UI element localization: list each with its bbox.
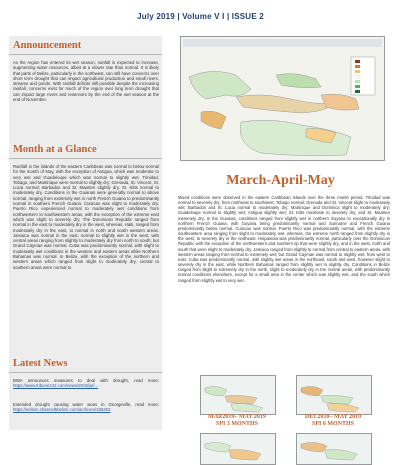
small-map-graphic — [297, 376, 371, 414]
spi-map-6-months — [296, 375, 372, 415]
spi-map-3-months — [200, 375, 276, 415]
caption-3-months-label: SPI 3 MONTHS — [215, 421, 258, 427]
announcement-heading — [9, 40, 162, 55]
month-title: Month at a Glance — [13, 144, 97, 155]
spi-map-bottom-right — [296, 433, 372, 465]
issue-line: July 2019 | Volume V I | ISSUE 2 — [137, 12, 264, 21]
announcement-text: As the region has entered its wet season, rainfall is expected to increase, augmenting water resources, albeit at a slower rate than normal. It is likely that parts of Belize, particularly in the northwest, can still have concerns over short term drought that can impact agricultural production and small rivers, streams and ponds. With rainfall deficits still possible despite the increasing rainfall, concerns exist for much of the region over long term drought that can impact large rivers and reservoirs by the end of the wet season at the end of November. — [13, 60, 159, 103]
caption-6-months — [288, 414, 378, 428]
caption-6-months-label: SPI 6 MONTHS — [311, 421, 354, 427]
main-text: Mixed conditions were observed in the eastern Caribbean islands over the three month period. Trinidad was normal to severely dry, from northeast to southwest; Tobago normal; Grenada and St. Vincent slight to moderately wet; Barbados and St. Lucia normal to moderately dry; Martinique and Dominica slight to moderately dry; Guadeloupe normal to slightly wet; Antigua slightly wet; St. Kitts moderate to severely dry, and St. Maarten extremely dry. In the Guianas, conditions ranged from slightly wet in northern Guyana to exceptionally dry in northern French Guiana, with Guyana being predominantly normal and Suriname and French Guiana predominantly below normal. Curacao was normal. Puerto Rico was predominantly normal, with the extreme southeastern area ranging from slight to moderately wet, whereas, the extreme north ranged from slightly dry in the west, to severely dry in the northeast. Hispaniola was predominantly normal, particularly over the Dominican Republic with the exception of the northwestern and southern tip that were slightly dry, and in the west, north and south that were slight to moderately dry. Jamaica ranged from slightly to normal from central to eastern areas, with western areas ranging from normal to extremely wet; but Grand Cayman was normal to slightly wet, from west to east. Cuba was predominantly normal, with slightly wet areas in the northeast, south and west, however slight to severely dry in the east, while Northern Bahamas ranged from slightly wet to slightly dry. Conditions in Belize ranged from slight to extremely dry in the north, slight to moderately dry in the central areas, with predominantly normal conditions elsewhere, except for a small area in the center which was slightly wet, and the south which ranged from slightly wet to very wet. — [178, 195, 390, 283]
caption-3-months — [192, 414, 282, 428]
month-text: Rainfall in the islands of the eastern Caribbean was normal to below normal for the month of May, with the exception of Antigua, which was moderate to very wet and Guadeloupe which was normal to slightly wet. Trinidad, Tobago, and Martinique were normal to slightly dry; Grenada, St. Vincent, St. Lucia normal; Barbados and St. Maarten slightly dry. St. Kitts normal to moderately dry. Conditions in the Guianas were generally normal to above normal, ranging from extremely wet in north French Guiana to predominantly normal in southern French Guiana. Curacao was slight to moderately dry. Puerto Rico experienced normal to moderately wet conditions from northwestern to southwestern areas, with the exception of the extreme east which was slight to severely dry. The Dominican Republic ranged from normal in the east to moderately dry in the west, whereas, Haiti, ranged from moderately dry in the east, to normal in north and south western areas. Jamaica was normal in the east, normal to slightly wet in the west, with central areas ranging from slightly to moderately dry from north to south; but Grand Cayman was normal. Cuba was predominantly normal, with slight to moderately wet conditions in the western and eastern areas while Northern Bahamas was normal. In Belize, with the exception of the northern and western areas which ranged from slight to moderately dry, central to southern areas were normal to — [13, 164, 159, 270]
news-item-2-link[interactable]: https://edition.channel5belize.com/archives/186253 — [13, 407, 111, 413]
news-title: Latest News — [13, 358, 68, 369]
news-item-1-text: BWA announces measures to deal with drought, read more: — [13, 378, 159, 383]
month-heading — [9, 144, 162, 159]
spi-map-main — [180, 36, 385, 161]
main-title: March-April-May — [226, 173, 335, 188]
news-heading — [9, 358, 162, 373]
small-map-graphic — [201, 376, 275, 414]
small-map-graphic — [201, 434, 275, 464]
spi-map-bottom-left — [200, 433, 276, 465]
news-item-1-link[interactable]: https://www.tribune242.com/news/2019/jul/... — [13, 383, 99, 389]
news-item-2-text: Extended drought causing water woes in Georgeville, read more: — [13, 402, 159, 407]
announcement-title: Announcement — [13, 40, 82, 51]
newsletter-header — [0, 0, 401, 32]
small-map-graphic — [297, 434, 371, 464]
caption-6-months-period: DEC2018– MAY 2019 — [304, 414, 362, 420]
caribbean-map-graphic — [181, 37, 384, 160]
news-item-1 — [13, 378, 159, 395]
news-item-2 — [13, 402, 159, 419]
left-column — [9, 36, 162, 430]
caption-3-months-period: MAR2019– MAY 2019 — [208, 414, 266, 420]
right-column — [166, 36, 395, 430]
